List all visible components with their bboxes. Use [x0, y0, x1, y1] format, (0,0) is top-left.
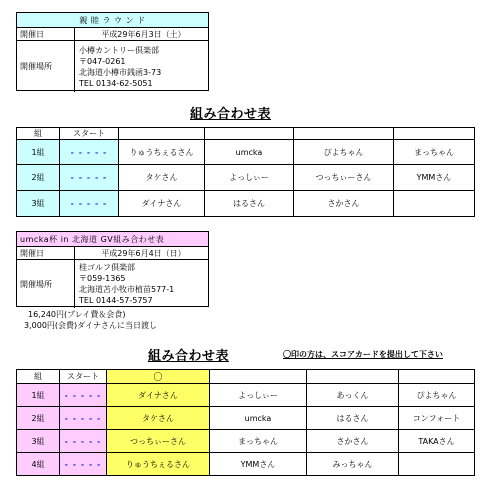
- event2-fee-line2: 3,000円(会費)ダイナさんに当日渡し: [24, 321, 157, 330]
- scorecard-player-cell: つっちぃーさん: [107, 430, 210, 453]
- table-row: [17, 407, 475, 430]
- scorecard-player-cell: タケさん: [107, 407, 210, 430]
- group-cell: 2組: [17, 407, 60, 430]
- start-cell: - - - - -: [60, 165, 119, 191]
- table-row: [17, 165, 475, 191]
- player-cell: よっしぃー: [205, 165, 294, 191]
- event2-venue-zip: 〒059-1365: [79, 274, 126, 283]
- pairing1-header-col3: [119, 128, 205, 140]
- event2-date-value: 平成29年6月4日（日）: [101, 248, 186, 258]
- start-cell: - - - - -: [60, 191, 119, 217]
- player-cell: まっちゃん: [394, 140, 475, 165]
- event2-venue-address: 北海道苫小牧市植苗577-1: [79, 285, 175, 294]
- start-cell: - - - - -: [60, 430, 107, 453]
- player-cell: さかさん: [307, 430, 399, 453]
- pairing2-header-scorecard: 〇: [107, 370, 210, 384]
- player-cell: [394, 191, 475, 217]
- event2-venue-label: 開催場所: [17, 260, 75, 308]
- player-cell: りゅうちぇるさん: [119, 140, 205, 165]
- group-cell: 1組: [17, 140, 60, 165]
- event1-venue-row: [17, 41, 208, 92]
- player-cell: よっしぃー: [210, 384, 307, 407]
- event2-date-row: [17, 247, 208, 260]
- table-row: [17, 191, 475, 217]
- pairing1-header-col5: [294, 128, 394, 140]
- event1-venue-address: 北海道小樽市銭函3-73: [79, 67, 162, 77]
- table-row: [17, 453, 475, 476]
- group-cell: 4組: [17, 453, 60, 476]
- event1-venue-tel: TEL 0134-62-5051: [79, 78, 153, 88]
- event1-date-value: 平成29年6月3日（土）: [101, 29, 186, 39]
- event1-date-row: [17, 28, 208, 41]
- player-cell: umcka: [205, 140, 294, 165]
- event2-venue-row: [17, 260, 208, 308]
- pairing2-table: [16, 369, 475, 476]
- event1-date-label: 開催日: [17, 28, 75, 40]
- pairing2-header-col6: [399, 370, 475, 384]
- event2-title: umcka杯 in 北海道 GV組み合わせ表: [17, 232, 208, 247]
- pairing1-table: [16, 127, 475, 217]
- pairing1-title: 組み合わせ表: [190, 107, 272, 122]
- table-row: [17, 140, 475, 165]
- player-cell: コンフォート: [399, 407, 475, 430]
- start-cell: - - - - -: [60, 453, 107, 476]
- event2-fee-info: [24, 309, 157, 331]
- start-cell: - - - - -: [60, 384, 107, 407]
- pairing2-header-start: スタート: [60, 370, 107, 384]
- pairing1-header-start: スタート: [60, 128, 119, 140]
- player-cell: ダイナさん: [119, 191, 205, 217]
- pairing2-header-col5: [307, 370, 399, 384]
- player-cell: つっちぃーさん: [294, 165, 394, 191]
- player-cell: みっちゃん: [307, 453, 399, 476]
- player-cell: [399, 453, 475, 476]
- event2-venue-name: 桂ゴルフ倶楽部: [79, 263, 135, 272]
- event2-venue-tel: TEL 0144-57-5757: [79, 296, 153, 305]
- player-cell: タケさん: [119, 165, 205, 191]
- player-cell: umcka: [210, 407, 307, 430]
- event1-venue-details: [75, 41, 208, 92]
- player-cell: はるさん: [205, 191, 294, 217]
- pairing1-header-group: 組: [17, 128, 60, 140]
- event2-info-box: [16, 231, 209, 307]
- table-row: [17, 430, 475, 453]
- group-cell: 2組: [17, 165, 60, 191]
- player-cell: ぴよちゃん: [294, 140, 394, 165]
- pairing1-header-col4: [205, 128, 294, 140]
- player-cell: YMMさん: [394, 165, 475, 191]
- pairing2-header-group: 組: [17, 370, 60, 384]
- scorecard-player-cell: りゅうちぇるさん: [107, 453, 210, 476]
- scorecard-player-cell: ダイナさん: [107, 384, 210, 407]
- start-cell: - - - - -: [60, 407, 107, 430]
- event1-info-box: [16, 12, 209, 91]
- event1-venue-name: 小樽カントリー倶楽部: [79, 45, 159, 55]
- player-cell: ぴよちゃん: [399, 384, 475, 407]
- event1-title: 親 睦 ラ ウ ン ド: [17, 13, 208, 28]
- table-row: [17, 384, 475, 407]
- player-cell: まっちゃん: [210, 430, 307, 453]
- start-cell: - - - - -: [60, 140, 119, 165]
- event2-date-label: 開催日: [17, 247, 75, 259]
- pairing2-header-col4: [210, 370, 307, 384]
- event1-venue-label: 開催場所: [17, 41, 75, 92]
- player-cell: あっくん: [307, 384, 399, 407]
- player-cell: はるさん: [307, 407, 399, 430]
- pairing1-header-col6: [394, 128, 475, 140]
- group-cell: 3組: [17, 191, 60, 217]
- pairing2-header-row: [17, 370, 475, 384]
- event2-venue-details: [75, 260, 208, 308]
- pairing2-title: 組み合わせ表: [148, 349, 230, 364]
- pairing1-header-row: [17, 128, 475, 140]
- event2-fee-line1: 16,240円(プレイ費＆会食): [28, 310, 126, 319]
- player-cell: TAKAさん: [399, 430, 475, 453]
- group-cell: 3組: [17, 430, 60, 453]
- player-cell: YMMさん: [210, 453, 307, 476]
- pairing2-note: 〇印の方は、スコアカードを提出して下さい: [283, 350, 443, 359]
- event1-venue-zip: 〒047-0261: [79, 56, 126, 66]
- group-cell: 1組: [17, 384, 60, 407]
- player-cell: さかさん: [294, 191, 394, 217]
